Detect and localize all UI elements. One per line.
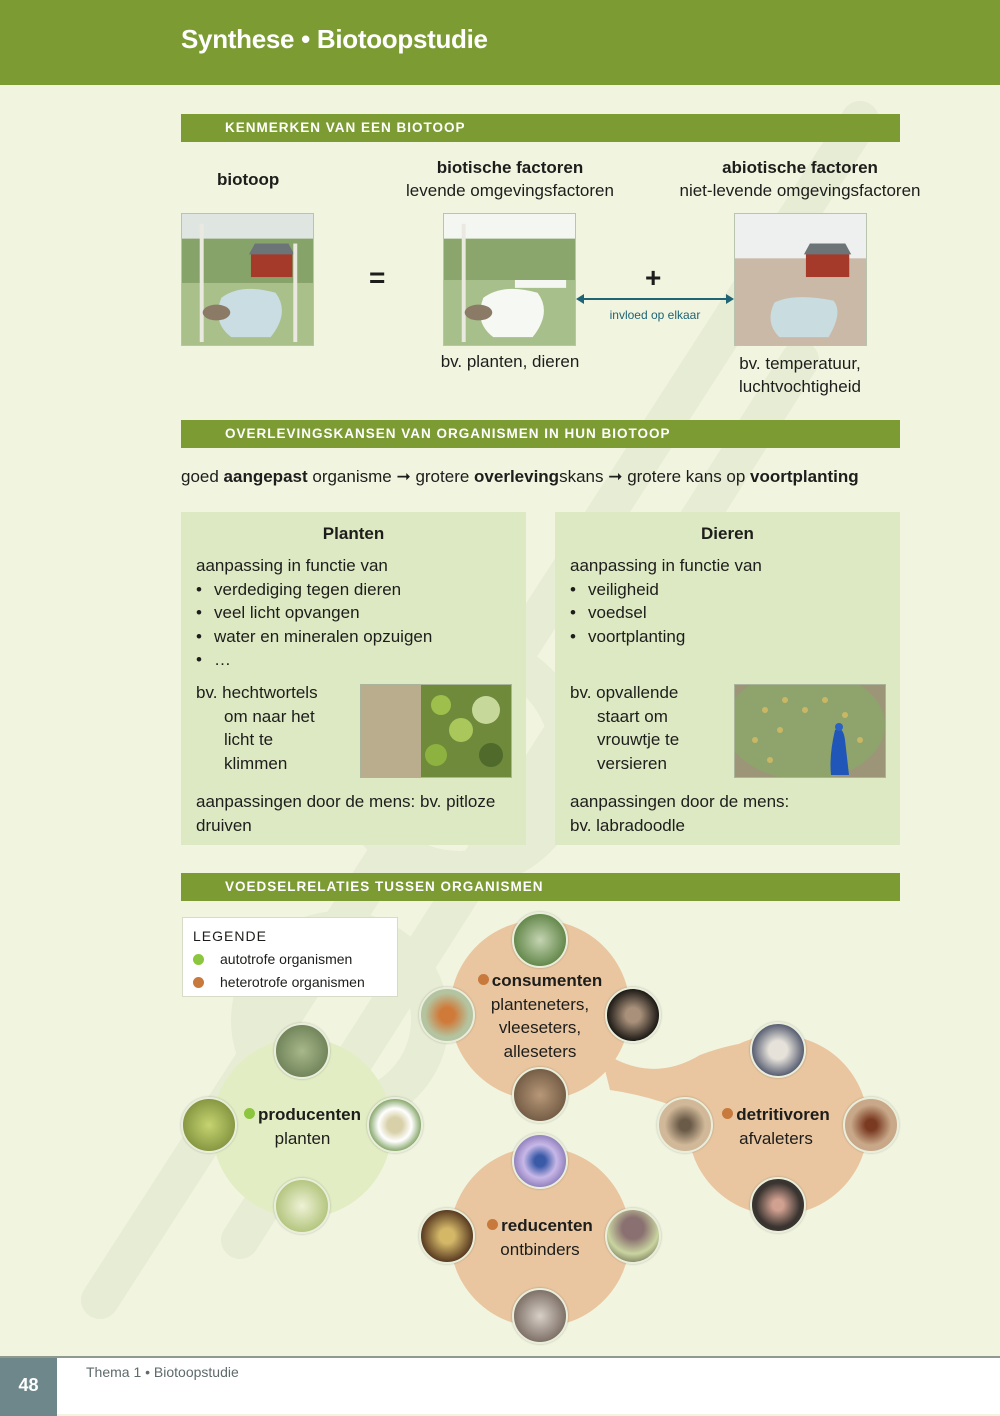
mushroom-photo-circle: [605, 1208, 661, 1264]
panel-planten: [181, 512, 526, 845]
legend-item-heterotroph: [193, 974, 365, 990]
bullet-item: • voedsel: [570, 603, 647, 622]
page-footer: [0, 1356, 1000, 1414]
plus-sign: +: [645, 262, 662, 293]
bullet-item: • water en mineralen opzuigen: [196, 627, 433, 646]
node-subtitle: afvaleters: [739, 1128, 813, 1148]
example-line: vrouwtje te: [597, 730, 680, 749]
page-header: [0, 0, 1000, 85]
abiotic-image: [734, 213, 867, 346]
example-line: klimmen: [224, 754, 288, 773]
node-subtitle: alleseters: [503, 1041, 577, 1061]
node-title: producenten: [258, 1105, 361, 1124]
panel-title: Planten: [322, 524, 385, 543]
legend-item-autotroph: [193, 951, 352, 967]
example-line: licht te: [224, 730, 274, 749]
bacteria-photo-circle: [512, 1133, 568, 1189]
green-dot-icon: [193, 954, 204, 965]
biotoop-image: [181, 213, 314, 346]
earthworm-photo-circle: [750, 1177, 806, 1233]
example-line: bv. opvallende: [570, 683, 679, 702]
biotoop-label: biotoop: [217, 170, 280, 189]
flower-photo-circle: [367, 1097, 423, 1153]
chain-text: grotere kans op: [622, 467, 751, 486]
node-subtitle: planten: [274, 1128, 331, 1148]
millipede-photo-circle: [657, 1097, 713, 1153]
bullet-text: voortplanting: [588, 627, 686, 646]
chain-bold-overleving: overleving: [474, 467, 560, 486]
legend-title: LEGENDE: [193, 928, 267, 944]
heterotroph-dot-icon: [478, 974, 489, 985]
node-subtitle: planteneters,: [490, 994, 590, 1014]
example-line: versieren: [597, 754, 667, 773]
lettuce-photo-circle: [274, 1178, 330, 1234]
node-title: consumenten: [491, 971, 603, 990]
node-title: reducenten: [501, 1216, 593, 1235]
bullet-text: veiligheid: [588, 580, 659, 599]
ivy-photo: [360, 684, 512, 778]
panel-dieren: [555, 512, 900, 845]
abiotic-example-line2: luchtvochtigheid: [739, 377, 861, 396]
human-adaptation-line2: druiven: [196, 816, 252, 835]
bullet-text: voedsel: [588, 603, 647, 622]
legend-label: autotrofe organismen: [220, 951, 353, 967]
bullet-item: • veel licht opvangen: [196, 603, 360, 622]
page-number: 48: [0, 1358, 57, 1416]
node-reducenten: [470, 1214, 610, 1261]
double-arrow-icon: [576, 292, 734, 306]
legend-label: heterotrofe organismen: [220, 974, 365, 990]
node-subtitle: vleeseters,: [498, 1018, 582, 1037]
node-title: detritivoren: [736, 1105, 830, 1124]
panel-intro: aanpassing in functie van: [196, 556, 388, 575]
bullet-item: • verdediging tegen dieren: [196, 580, 402, 599]
chain-bold-aangepast: aangepast: [223, 467, 308, 486]
autotroph-dot-icon: [244, 1108, 255, 1119]
section-heading-voedselrelaties: VOEDSELRELATIES TUSSEN ORGANISMEN: [181, 873, 900, 901]
node-subtitle: ontbinders: [500, 1239, 580, 1259]
bullet-text: water en mineralen opzuigen: [214, 627, 433, 646]
chain-text: organisme: [307, 467, 397, 486]
example-line: bv. hechtwortels: [196, 683, 318, 702]
human-adaptation-line1: aanpassingen door de mens:: [570, 792, 790, 811]
human-adaptation-line1: aanpassingen door de mens: bv. pitloze: [196, 792, 496, 811]
heterotroph-dot-icon: [722, 1108, 733, 1119]
legend: [182, 917, 398, 997]
arrow-right-icon: ➞: [608, 467, 623, 486]
abiotic-factors-heading: [660, 158, 940, 201]
example-line: om naar het: [224, 707, 315, 726]
panel-intro: aanpassing in functie van: [570, 556, 762, 575]
biotic-image: [443, 213, 576, 346]
equals-sign: =: [369, 262, 386, 293]
bullet-text: …: [214, 650, 231, 669]
biotic-example: bv. planten, dieren: [440, 352, 580, 371]
biotic-title: biotische factoren: [436, 158, 584, 177]
orange-dot-icon: [193, 977, 204, 988]
chain-text: grotere: [410, 467, 475, 486]
bullet-item: • …: [196, 650, 231, 669]
footer-chapter-title: Thema 1 • Biotoopstudie: [86, 1364, 239, 1380]
bullet-item: • veiligheid: [570, 580, 659, 599]
page-title: Synthese • Biotoopstudie: [181, 24, 488, 54]
section-heading-overlevingskansen: OVERLEVINGSKANSEN VAN ORGANISMEN IN HUN BIOTOOP: [181, 420, 900, 448]
woodlouse-photo-circle: [750, 1022, 806, 1078]
abiotic-example-line1: bv. temperatuur,: [739, 354, 861, 373]
caterpillar-photo-circle: [512, 912, 568, 968]
chain-bold-voortplanting: voortplanting: [750, 467, 859, 486]
mold-photo-circle: [512, 1288, 568, 1344]
heterotroph-dot-icon: [487, 1219, 498, 1230]
section-heading-kenmerken: KENMERKEN VAN EEN BIOTOOP: [181, 114, 900, 142]
arrow-label: invloed op elkaar: [609, 308, 701, 322]
bullet-item: • voortplanting: [570, 627, 686, 646]
bullet-text: veel licht opvangen: [214, 603, 360, 622]
example-line: staart om: [597, 707, 668, 726]
human-adaptation-line2: bv. labradoodle: [570, 816, 685, 835]
moss-photo-circle: [181, 1097, 237, 1153]
node-detritivoren: [706, 1103, 846, 1150]
biotic-subtitle: levende omgevingsfactoren: [406, 181, 614, 200]
fungal-hyphae-photo-circle: [419, 1208, 475, 1264]
plant-photo-circle: [274, 1023, 330, 1079]
abiotic-title: abiotische factoren: [722, 158, 878, 177]
survival-chain-sentence: [181, 467, 859, 487]
node-producenten: [230, 1103, 375, 1150]
beetle-photo-circle: [843, 1097, 899, 1153]
panel-title: Dieren: [701, 524, 754, 543]
owl-photo-circle: [512, 1067, 568, 1123]
chain-text: goed: [181, 467, 224, 486]
abiotic-example: [700, 352, 900, 398]
abiotic-subtitle: niet-levende omgevingsfactoren: [679, 181, 921, 200]
arrow-right-icon: ➞: [396, 467, 411, 486]
peacock-photo: [734, 684, 886, 778]
biotic-factors-heading: [380, 158, 640, 201]
node-consumenten: [465, 969, 615, 1063]
bullet-text: verdediging tegen dieren: [214, 580, 402, 599]
chain-text: skans: [559, 467, 609, 486]
